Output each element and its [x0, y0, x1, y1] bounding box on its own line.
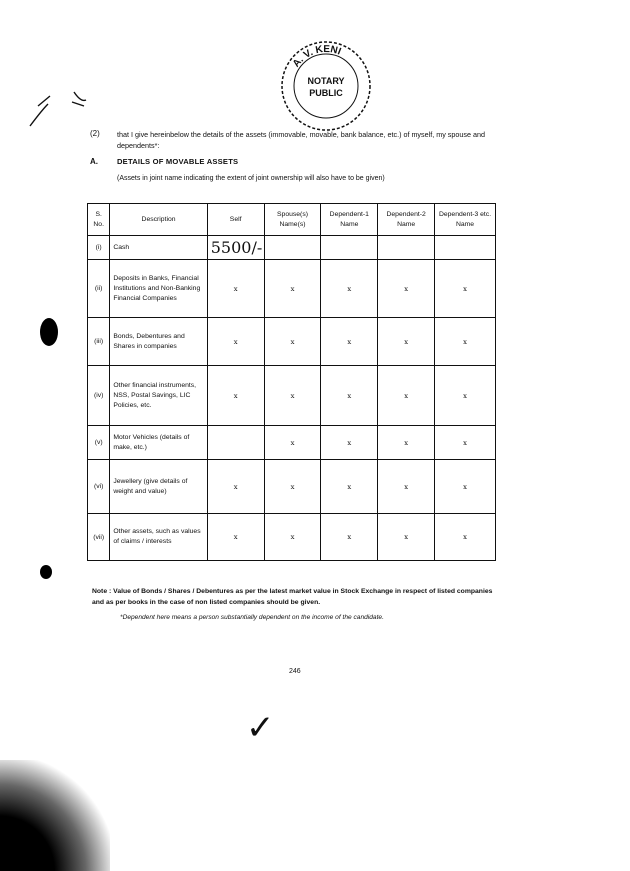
- row-number: (vii): [88, 514, 110, 561]
- row-description: Deposits in Banks, Financial Institutions and Non-Banking Financial Companies: [110, 260, 207, 318]
- note-text: Value of Bonds / Shares / Debentures as per the latest market value in Stock Exchange in respect of listed companies and as per books in the case of non listed companies should be given.: [92, 588, 493, 606]
- dependent-1-value: x: [321, 260, 378, 318]
- row-description: Other assets, such as values of claims / interests: [110, 514, 207, 561]
- dependent-3-value: x: [435, 318, 496, 366]
- note-block: [92, 586, 502, 608]
- dependent-definition: *Dependent here means a person substantially dependent on the income of the candidate.: [120, 614, 384, 621]
- header-description: Description: [110, 204, 207, 236]
- notary-stamp: [278, 38, 374, 134]
- dependent-3-value: x: [435, 366, 496, 426]
- dependent-1-value: [321, 236, 378, 260]
- spouse-value: [264, 236, 321, 260]
- spouse-value: x: [264, 318, 321, 366]
- svg-text:A. V. KENI: A. V. KENI: [290, 43, 343, 70]
- header-dependent-1: Dependent-1 Name: [321, 204, 378, 236]
- table-row: [88, 318, 496, 366]
- movable-assets-table: [87, 203, 496, 561]
- scan-shadow: [0, 760, 110, 871]
- spouse-value: x: [264, 366, 321, 426]
- section-letter: A.: [90, 157, 98, 166]
- dependent-3-value: x: [435, 260, 496, 318]
- row-description: Bonds, Debentures and Shares in companies: [110, 318, 207, 366]
- header-self: Self: [207, 204, 264, 236]
- table-row: [88, 236, 496, 260]
- svg-text:NOTARY: NOTARY: [307, 76, 345, 86]
- self-value: x: [207, 260, 264, 318]
- paragraph-number: (2): [90, 129, 100, 138]
- header-dependent-3: Dependent-3 etc. Name: [435, 204, 496, 236]
- ink-scribble: [28, 88, 88, 128]
- table-row: [88, 366, 496, 426]
- row-number: (v): [88, 426, 110, 460]
- table-row: [88, 514, 496, 561]
- section-subnote: (Assets in joint name indicating the extent of joint ownership will also have to be given): [117, 175, 385, 182]
- svg-text:PUBLIC: PUBLIC: [309, 88, 343, 98]
- self-value: [207, 426, 264, 460]
- self-value: x: [207, 460, 264, 514]
- dependent-1-value: x: [321, 318, 378, 366]
- dependent-3-value: x: [435, 514, 496, 561]
- dependent-1-value: x: [321, 460, 378, 514]
- dependent-3-value: [435, 236, 496, 260]
- dependent-2-value: x: [378, 514, 435, 561]
- dependent-1-value: x: [321, 514, 378, 561]
- row-description: Motor Vehicles (details of make, etc.): [110, 426, 207, 460]
- row-number: (ii): [88, 260, 110, 318]
- spouse-value: x: [264, 460, 321, 514]
- row-number: (vi): [88, 460, 110, 514]
- page-margin: [0, 0, 60, 871]
- page-number: 246: [289, 668, 301, 675]
- dependent-1-value: x: [321, 366, 378, 426]
- dependent-2-value: x: [378, 460, 435, 514]
- self-value: x: [207, 366, 264, 426]
- row-description: Cash: [110, 236, 207, 260]
- spouse-value: x: [264, 260, 321, 318]
- row-number: (i): [88, 236, 110, 260]
- note-label: Note :: [92, 588, 112, 595]
- punch-hole-small: [40, 565, 52, 579]
- row-description: Jewellery (give details of weight and value): [110, 460, 207, 514]
- self-value: 5500/-: [207, 236, 264, 260]
- row-number: (iv): [88, 366, 110, 426]
- checkmark-icon: ✓: [246, 708, 275, 748]
- dependent-2-value: x: [378, 366, 435, 426]
- dependent-2-value: [378, 236, 435, 260]
- self-value: x: [207, 514, 264, 561]
- row-number: (iii): [88, 318, 110, 366]
- spouse-value: x: [264, 514, 321, 561]
- row-description: Other financial instruments, NSS, Postal Savings, LIC Policies, etc.: [110, 366, 207, 426]
- dependent-2-value: x: [378, 260, 435, 318]
- self-value: x: [207, 318, 264, 366]
- table-row: [88, 426, 496, 460]
- punch-hole: [40, 318, 58, 346]
- header-dependent-2: Dependent-2 Name: [378, 204, 435, 236]
- dependent-3-value: x: [435, 460, 496, 514]
- dependent-3-value: x: [435, 426, 496, 460]
- dependent-2-value: x: [378, 318, 435, 366]
- section-title: DETAILS OF MOVABLE ASSETS: [117, 157, 239, 166]
- spouse-value: x: [264, 426, 321, 460]
- table-row: [88, 460, 496, 514]
- paragraph-text: that I give hereinbelow the details of the assets (immovable, movable, bank balance, etc.) of myself, my spouse and dependents*:: [117, 130, 485, 150]
- table-row: [88, 260, 496, 318]
- dependent-2-value: x: [378, 426, 435, 460]
- header-spouse: Spouse(s) Name(s): [264, 204, 321, 236]
- header-sno: S. No.: [88, 204, 110, 236]
- table-header-row: [88, 204, 496, 236]
- dependent-1-value: x: [321, 426, 378, 460]
